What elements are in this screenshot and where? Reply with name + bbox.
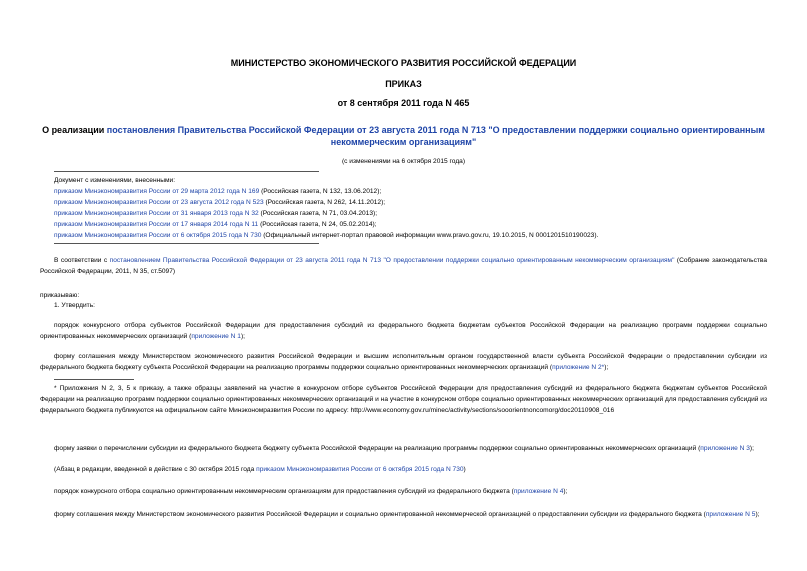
changes-intro: Документ с изменениями, внесенными:	[54, 177, 176, 184]
list-item	[54, 186, 774, 197]
decree-link[interactable]: постановлением Правительства Российской Федерации от 23 августа 2011 года N 713 "О предоставлении поддержки социально ориентированным некоммерческим организациям"	[109, 257, 675, 264]
paragraph-item-1: порядок конкурсного отбора субъектов Российской Федерации для предоставления субсидий из федерального бюджета бюджетам субъектов Российской Федерации на реализацию программ поддержки социально ориентированных некоммерческих организаций (приложение N 1);	[40, 322, 767, 340]
paragraph-preamble: В соответствии с постановлением Правительства Российской Федерации от 23 августа 2011 года N 713 "О предоставлении поддержки социально ориентированным некоммерческим организациям" (Собрание законодательства Российской Федерации, 2011, N 35, ст.5097)	[40, 257, 767, 275]
changes-list	[54, 175, 774, 241]
paragraph-item-5: форму соглашения между Министерством экономического развития Российской Федерации и социально ориентированной некоммерческой организацией о предоставлении субсидии из федерального бюджета (приложение N 5);	[54, 511, 760, 518]
change-link[interactable]: приказом Минэкономразвития России от 31 января 2013 года N 32	[54, 210, 259, 217]
ministry-heading: МИНИСТЕРСТВО ЭКОНОМИЧЕСКОГО РАЗВИТИЯ РОССИЙСКОЙ ФЕДЕРАЦИИ	[230, 58, 577, 68]
changes-top-divider	[54, 171, 319, 172]
list-item	[54, 197, 774, 208]
paragraph-amendment-note: (Абзац в редакции, введенной в действие с 30 октября 2015 года приказом Минэкономразвития России от 6 октября 2015 года N 730)	[54, 466, 466, 473]
change-link[interactable]: приказом Минэкономразвития России от 29 марта 2012 года N 169	[54, 188, 260, 195]
doc-date-heading: от 8 сентября 2011 года N 465	[337, 98, 470, 108]
footnote-divider	[54, 379, 134, 380]
appendix-3-link[interactable]: приложение N 3	[700, 445, 750, 452]
paragraph-item-4: порядок конкурсного отбора социально ориентированным некоммерческим организациям для предоставления субсидий из федерального бюджета (приложение N 4);	[54, 488, 568, 495]
footnote: * Приложения N 2, 3, 5 к приказу, а также образцы заявлений на участие в конкурсном отборе субъектов Российской Федерации для предоставления субсидий из федерального бюджета бюджетам субъектов Российской Федерации на реализацию программ поддержки социально ориентированных некоммерческих организаций и на участие в конкурсном отборе социально ориентированных некоммерческих организаций для предоставления субсидий из федерального бюджета публикуются на официальном сайте Минэкономразвития России по адресу: http://www.economy.gov.ru/minec/activity/sections/sooorientnoncomorg/doc20110908_016	[40, 385, 768, 414]
appendix-5-link[interactable]: приложение N 5	[705, 511, 756, 518]
appendix-4-link[interactable]: приложение N 4	[513, 488, 564, 495]
change-link[interactable]: приказом Минэкономразвития России от 17 января 2014 года N 11	[54, 221, 259, 228]
change-details: (Российская газета, N 262, 14.11.2012);	[263, 199, 386, 206]
revision-note: (с изменениями на 6 октября 2015 года)	[341, 158, 466, 165]
paragraph-item-2: форму соглашения между Министерством экономического развития Российской Федерации и высшим исполнительным органом государственной власти субъекта Российской Федерации о предоставлении субсидии из федерального бюджета бюджету субъекта Российской Федерации на реализацию программы поддержки социально ориентированных некоммерческих организаций (приложение N 2*);	[40, 353, 767, 371]
change-details: (Российская газета, N 132, 13.06.2012);	[259, 188, 382, 195]
change-details: (Российская газета, N 71, 03.04.2013);	[258, 210, 378, 217]
list-item	[54, 219, 774, 230]
paragraph-approve: 1. Утвердить:	[54, 302, 95, 309]
list-item	[54, 208, 774, 219]
paragraph-item-3: форму заявки о перечислении субсидии из федерального бюджета бюджету субъекта Российской Федерации на реализацию программы поддержки социально ориентированных некоммерческих организаций (приложение N 3);	[54, 445, 754, 452]
appendix-1-link[interactable]: приложение N 1	[191, 333, 241, 340]
change-link[interactable]: приказом Минэкономразвития России от 23 августа 2012 года N 523	[54, 199, 264, 206]
document-title	[40, 124, 767, 148]
appendix-2-link[interactable]: приложение N 2*	[552, 364, 605, 371]
changes-bottom-divider	[54, 243, 319, 244]
list-item	[54, 230, 774, 241]
title-prefix: О реализации	[42, 125, 107, 135]
doc-type-heading: ПРИКАЗ	[385, 79, 422, 89]
change-link[interactable]: приказом Минэкономразвития России от 6 октября 2015 года N 730	[54, 232, 262, 239]
change-details: (Официальный интернет-портал правовой информации www.pravo.gov.ru, 19.10.2015, N 0001201510190023).	[261, 232, 599, 239]
title-link[interactable]: постановления Правительства Российской Федерации от 23 августа 2011 года N 713 "О предоставлении поддержки социально ориентированным некоммерческим организациям"	[106, 125, 765, 147]
paragraph-order: приказываю:	[40, 292, 80, 299]
change-details: (Российская газета, N 24, 05.02.2014);	[258, 221, 377, 228]
amendment-link[interactable]: приказом Минэкономразвития России от 6 октября 2015 года N 730	[256, 466, 464, 473]
